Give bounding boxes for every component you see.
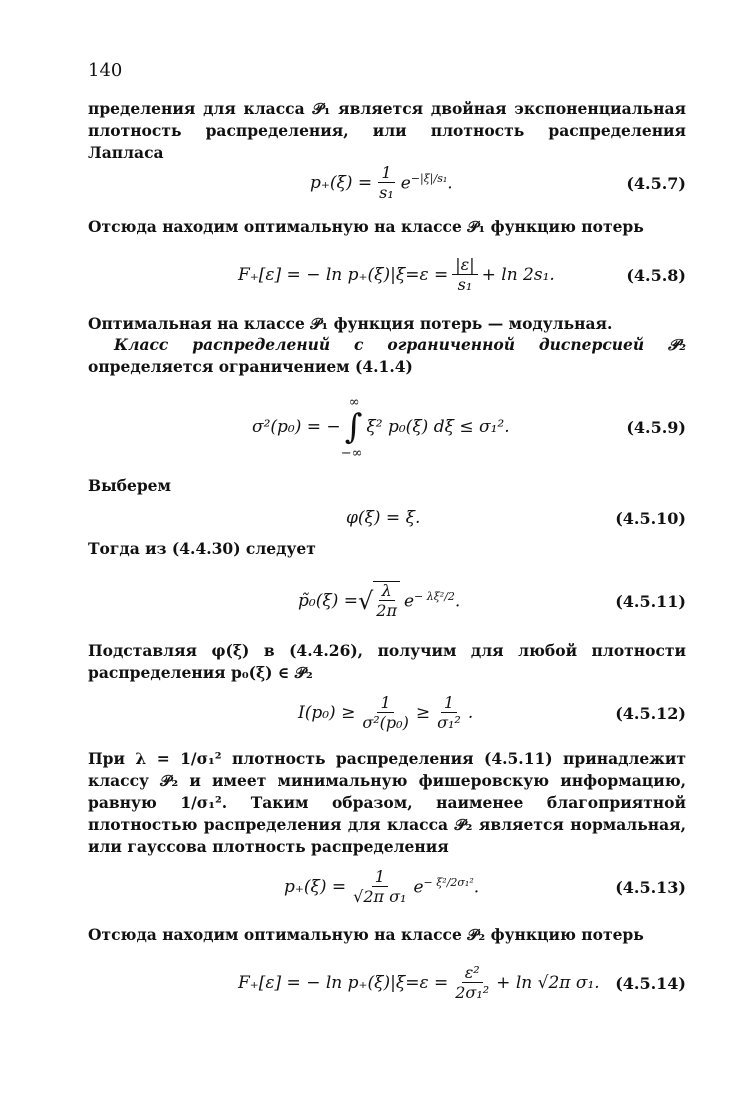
page-number: 140 bbox=[88, 60, 123, 81]
eq-fraction bbox=[452, 964, 492, 1003]
eq-fraction bbox=[376, 164, 397, 203]
equation-4-5-9 bbox=[88, 392, 686, 462]
fraction-denominator: √2π σ₁ bbox=[353, 886, 407, 906]
paragraph-5: Выберем bbox=[88, 476, 172, 495]
fraction-numerator: 1 bbox=[378, 164, 394, 183]
exponent: − λξ²/2 bbox=[414, 590, 455, 604]
eq-fraction-2 bbox=[434, 694, 464, 733]
lower-limit: −∞ bbox=[340, 446, 363, 461]
eq-fraction bbox=[350, 868, 409, 907]
eq-body: φ(ξ) = ξ. bbox=[346, 508, 421, 528]
paragraph-6: Тогда из (4.4.30) следует bbox=[88, 539, 316, 558]
fraction-denominator: σ₁² bbox=[437, 712, 461, 732]
equation-4-5-14 bbox=[88, 958, 686, 1008]
exponent: − ξ²/2σ₁² bbox=[423, 876, 474, 890]
upper-limit: ∞ bbox=[348, 395, 360, 410]
eq-fraction-1 bbox=[359, 694, 411, 733]
eq-lhs: σ²(p₀) = − bbox=[252, 417, 341, 437]
eq-rest: + ln √2π σ₁. bbox=[496, 973, 600, 993]
sqrt-fraction bbox=[373, 581, 400, 621]
fraction-denominator: 2π bbox=[376, 601, 397, 620]
equation-number: (4.5.9) bbox=[626, 417, 686, 437]
fraction-denominator: s₁ bbox=[457, 274, 473, 294]
fraction-denominator: 2σ₁² bbox=[455, 982, 490, 1002]
exponent: −|ξ|/s₁ bbox=[410, 172, 448, 186]
equation-4-5-7: p₊(ξ) = $\frac{1}{\text{s₁}}$ $e^{-|\xi|/s_1}$. (4.5.7) bbox=[88, 158, 686, 208]
eq-relation: ≥ bbox=[415, 703, 431, 723]
equation-number: (4.5.10) bbox=[615, 508, 686, 528]
paragraph-2: Отсюда находим оптимальную на классе 𝒫₁ функцию потерь bbox=[88, 217, 644, 236]
paragraph-7: Подставляя φ(ξ) в (4.4.26), получим для любой плотности распределения p₀(ξ) ∈ 𝒫₂ bbox=[88, 641, 686, 682]
fraction-numerator: λ bbox=[379, 582, 395, 601]
fraction-numerator: 1 bbox=[372, 868, 388, 887]
equation-number: (4.5.14) bbox=[615, 973, 686, 993]
equation-4-5-8 bbox=[88, 250, 686, 300]
eq-rest: + ln 2s₁. bbox=[481, 265, 555, 285]
paragraph-8: При λ = 1/σ₁² плотность распределения (4.5.11) принадлежит классу 𝒫₂ и имеет минимальную фишеровскую информацию, равную 1/σ₁². Таким образом, наименее благоприятной плотностью распределения для класса 𝒫₂ является нормальная, или гауссова плотность распределения bbox=[88, 749, 686, 856]
fraction-numerator: 1 bbox=[377, 694, 393, 713]
italic-term: Класс распределений с ограниченной дисперсией 𝒫₂ bbox=[114, 335, 686, 354]
equation-4-5-10 bbox=[88, 500, 686, 536]
eq-lhs: F₊[ε] = − ln p₊(ξ)|ξ=ε = bbox=[238, 973, 449, 993]
paragraph-9: Отсюда находим оптимальную на классе 𝒫₂ функцию потерь bbox=[88, 925, 644, 944]
paragraph-4-rest: определяется ограничением (4.1.4) bbox=[88, 357, 413, 376]
fraction-denominator: σ²(p₀) bbox=[362, 712, 409, 732]
equation-4-5-11: p̃₀(ξ) = √ $\frac{\lambda}{2\pi}$ $e^{- \lambda\xi^2/2}$. (4.5.11) bbox=[88, 576, 686, 626]
equation-4-5-12: I(p₀) ≥ $\frac{1}{\text{σ²(p₀)}}$ ≥ $\frac{1}{\text{σ₁²}}$ . (4.5.12) bbox=[88, 688, 686, 738]
fraction-denominator: s₁ bbox=[379, 182, 394, 202]
eq-lhs: p̃₀(ξ) = bbox=[298, 591, 358, 611]
fraction-numerator: |ε| bbox=[452, 256, 477, 275]
eq-lhs: I(p₀) ≥ bbox=[298, 703, 356, 723]
paragraph-3: Оптимальная на классе 𝒫₁ функция потерь — модульная. bbox=[88, 314, 613, 333]
eq-lhs: F₊[ε] = − ln p₊(ξ)|ξ=ε = bbox=[238, 265, 449, 285]
equation-number: (4.5.7) bbox=[626, 173, 686, 193]
fraction-numerator: 1 bbox=[441, 694, 457, 713]
equation-number: (4.5.12) bbox=[615, 703, 686, 723]
integral-sign: ∫ ∞ −∞ bbox=[340, 395, 363, 461]
eq-fraction bbox=[452, 256, 477, 295]
equation-number: (4.5.8) bbox=[626, 265, 686, 285]
fraction-numerator: ε² bbox=[462, 964, 483, 983]
eq-lhs: p₊(ξ) = bbox=[310, 173, 373, 193]
equation-number: (4.5.13) bbox=[615, 877, 686, 897]
paragraph-1: пределения для класса 𝒫₁ является двойная экспоненциальная плотность распределения, или плотность распределения Лапласа bbox=[88, 99, 686, 162]
integrand: ξ² p₀(ξ) dξ ≤ σ₁². bbox=[366, 417, 510, 437]
paragraph-4 bbox=[88, 334, 686, 378]
equation-number: (4.5.11) bbox=[615, 591, 686, 611]
equation-4-5-13: p₊(ξ) = $\frac{1}{\text{√2π σ₁}}$ $e^{- \xi^2/2\sigma_1^2}$. (4.5.13) bbox=[88, 862, 686, 912]
eq-lhs: p₊(ξ) = bbox=[284, 877, 347, 897]
